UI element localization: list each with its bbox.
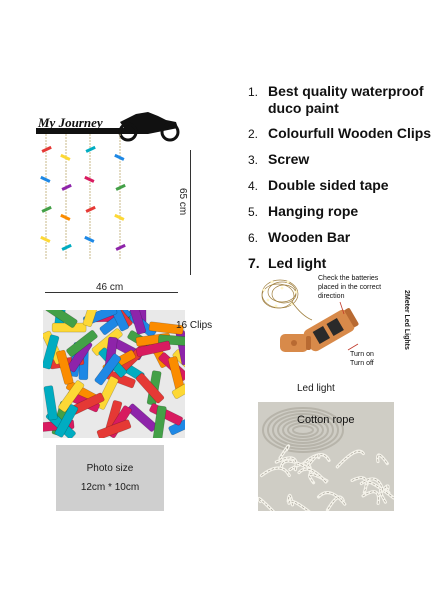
feature-item: 4. Double sided tape: [248, 177, 389, 193]
wooden-clip: [44, 385, 58, 420]
mini-clip: [40, 236, 50, 243]
mini-clip: [85, 206, 95, 213]
led-light-caption: Led light: [297, 383, 335, 394]
mini-clip: [41, 206, 51, 213]
hanging-frame-illustration: [28, 100, 188, 280]
mini-clip: [41, 146, 51, 153]
feature-item: 5. Hanging rope: [248, 203, 359, 219]
mini-clip: [115, 244, 125, 251]
feature-list: [248, 83, 438, 280]
frame-title-text: My Journey: [38, 115, 103, 130]
mini-clip: [114, 154, 124, 161]
mini-clip: [84, 236, 94, 243]
mini-clip: [115, 184, 125, 191]
clips-pile: [43, 310, 185, 438]
turn-on-label: Turn on: [350, 351, 374, 358]
feature-item: 1. Best quality waterproof duco paint: [248, 83, 424, 116]
turn-off-label: Turn off: [350, 360, 374, 367]
feature-item: 7. Led light: [248, 255, 327, 271]
feature-item: 3. Screw: [248, 151, 310, 167]
mini-clip: [61, 244, 71, 251]
feature-item: 6. Wooden Bar: [248, 229, 351, 245]
mini-clip: [84, 176, 94, 183]
height-dimension-label: 65 cm: [177, 188, 188, 216]
wooden-clips-photo: [43, 310, 185, 438]
photo-size-title: Photo size: [86, 463, 134, 474]
height-dimension-line: [190, 150, 191, 275]
mini-clip: [60, 154, 70, 161]
width-dimension-label: 46 cm: [96, 282, 124, 293]
photo-size-value: 12cm * 10cm: [80, 482, 140, 493]
motorcycle-icon: [120, 112, 178, 140]
photo-size-box: [56, 445, 164, 511]
cotton-rope-label: Cotton rope: [297, 414, 355, 426]
led-length-label: 2Meter Led Lights: [403, 290, 410, 350]
mini-clip: [114, 214, 124, 221]
clips-count-label: 16 Clips: [176, 320, 213, 331]
battery-direction-note: Check the batteries placed in the correct direction: [318, 275, 382, 300]
feature-item: 2. Colourfull Wooden Clips: [248, 125, 432, 141]
mini-clip: [40, 176, 50, 183]
switch-cork-icon: [280, 334, 311, 352]
mini-clip: [85, 146, 95, 153]
led-bulbs: [263, 281, 298, 308]
mini-clip: [61, 184, 71, 191]
hanging-strings: [40, 134, 126, 260]
mini-clip: [60, 214, 70, 221]
